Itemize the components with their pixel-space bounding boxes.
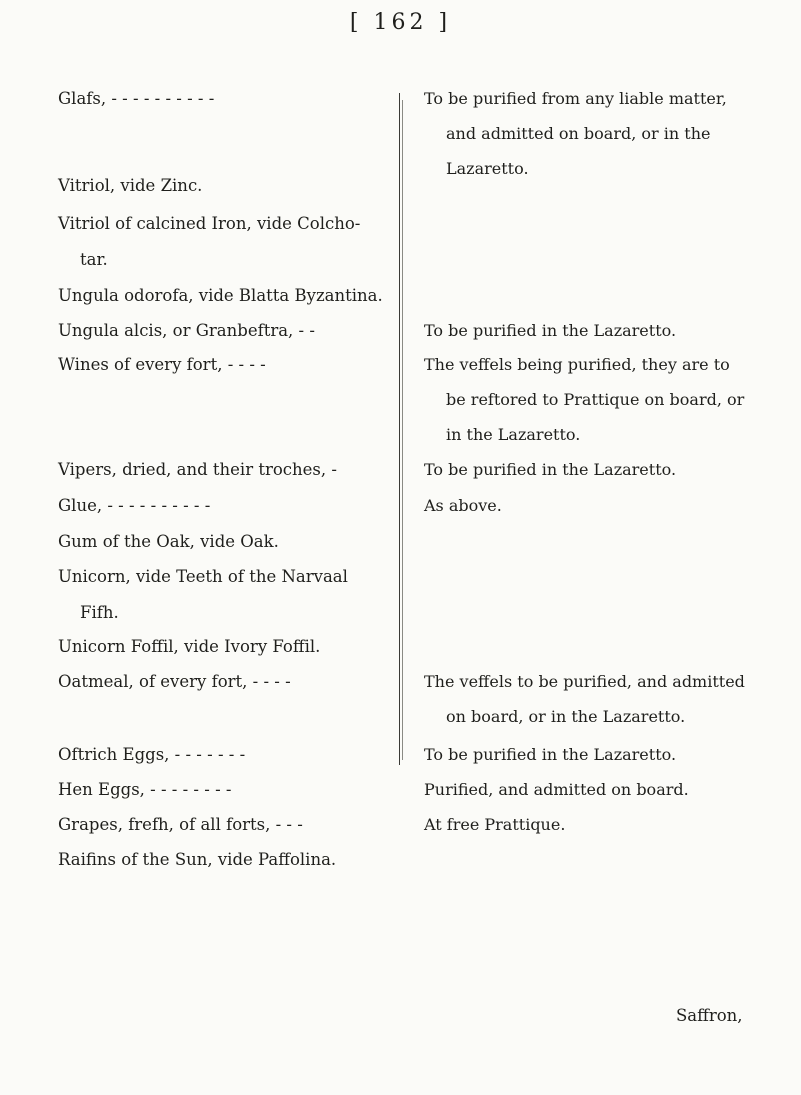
- entry-line: Ungula alcis, or Granbeftra, - -: [58, 321, 315, 340]
- regulation-line-continued: in the Lazaretto.: [446, 425, 581, 444]
- regulation-line-continued: Lazaretto.: [446, 159, 529, 178]
- entry-line: Vipers, dried, and their troches, -: [58, 460, 337, 479]
- entry-line: Vitriol of calcined Iron, vide Colcho-: [58, 214, 361, 233]
- entry-line: Ungula odorofa, vide Blatta Byzantina.: [58, 286, 383, 305]
- regulation-line: Purified, and admitted on board.: [424, 780, 689, 799]
- entry-line-continued: tar.: [80, 250, 108, 269]
- entry-line: Unicorn, vide Teeth of the Narvaal: [58, 567, 348, 586]
- column-divider-rule: [399, 93, 400, 765]
- entry-line: Vitriol, vide Zinc.: [58, 176, 203, 195]
- entry-line: Wines of every fort, - - - -: [58, 355, 266, 374]
- catchword: Saffron,: [676, 1006, 743, 1025]
- regulation-line: To be purified in the Lazaretto.: [424, 745, 677, 764]
- regulation-line: As above.: [424, 496, 502, 515]
- regulation-line: The veffels being purified, they are to: [424, 355, 730, 374]
- page-number-header: [ 162 ]: [349, 10, 452, 35]
- entry-line: Oatmeal, of every fort, - - - -: [58, 672, 291, 691]
- regulation-line: To be purified from any liable matter,: [424, 89, 727, 108]
- regulation-line: The veffels to be purified, and admitted: [424, 672, 745, 691]
- entry-line: Glue, - - - - - - - - - -: [58, 496, 211, 515]
- entry-line: Glafs, - - - - - - - - - -: [58, 89, 215, 108]
- entry-line-continued: Fifh.: [80, 603, 119, 622]
- entry-line: Hen Eggs, - - - - - - - -: [58, 780, 232, 799]
- regulation-line: At free Prattique.: [424, 815, 566, 834]
- regulation-line-continued: on board, or in the Lazaretto.: [446, 707, 686, 726]
- entry-line: Oftrich Eggs, - - - - - - -: [58, 745, 246, 764]
- regulation-line-continued: be reftored to Prattique on board, or: [446, 390, 745, 409]
- regulation-line-continued: and admitted on board, or in the: [446, 124, 711, 143]
- entry-line: Unicorn Foffil, vide Ivory Foffil.: [58, 637, 321, 656]
- regulation-line: To be purified in the Lazaretto.: [424, 321, 677, 340]
- entry-line: Raifins of the Sun, vide Paffolina.: [58, 850, 337, 869]
- column-divider-rule-inner: [402, 100, 403, 760]
- regulation-line: To be purified in the Lazaretto.: [424, 460, 677, 479]
- entry-line: Grapes, frefh, of all forts, - - -: [58, 815, 303, 834]
- entry-line: Gum of the Oak, vide Oak.: [58, 532, 279, 551]
